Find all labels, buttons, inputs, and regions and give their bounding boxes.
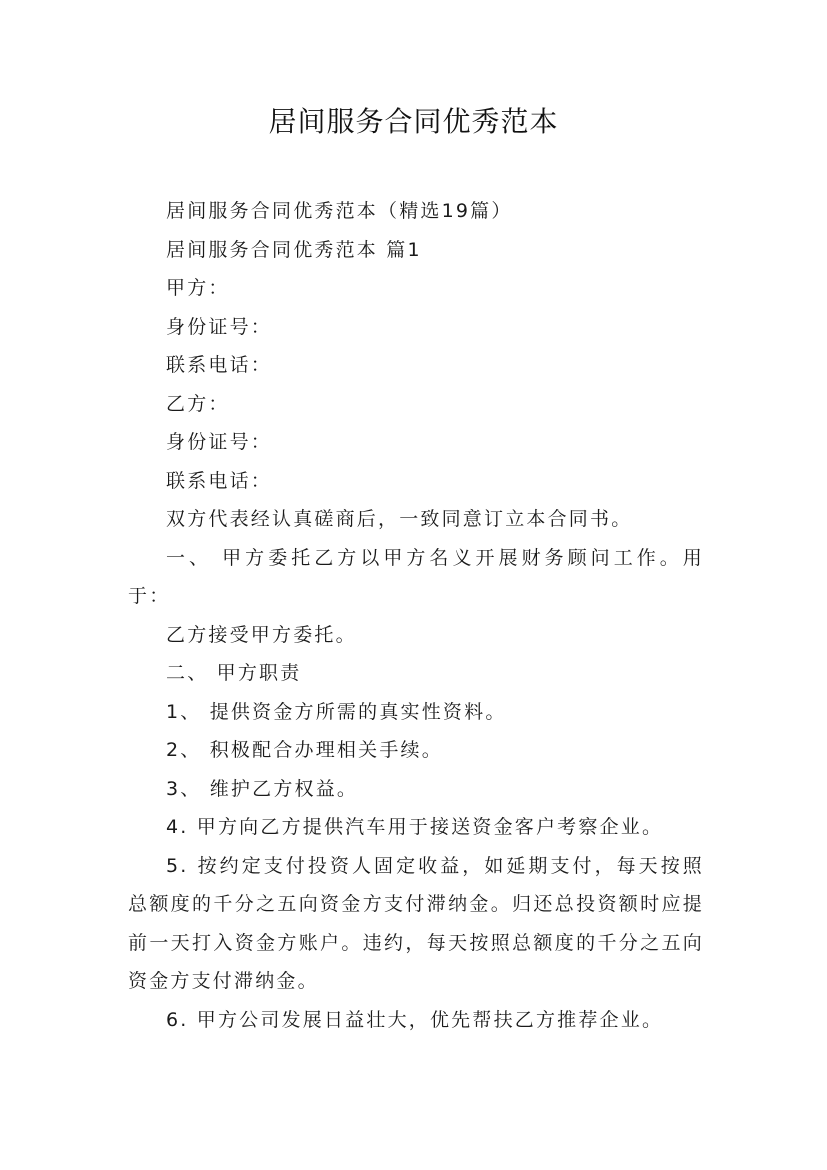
- party-a-phone-label: 联系电话：: [166, 354, 273, 376]
- clause-1-acceptance: 乙方接受甲方委托。: [166, 623, 357, 646]
- party-b-phone-label: 联系电话：: [166, 469, 273, 492]
- party-b-id-label: 身份证号：: [166, 431, 273, 453]
- clause-1: 一、 甲方委托乙方以甲方名义开展财务顾问工作。用于：: [128, 546, 704, 607]
- duty-item-2: 2、 积极配合办理相关手续。: [166, 739, 443, 761]
- document-title: 居间服务合同优秀范本: [268, 105, 559, 138]
- clause-2-heading: 二、 甲方职责: [166, 662, 302, 684]
- section-heading: 居间服务合同优秀范本 篇1: [166, 238, 422, 261]
- agreement-intro: 双方代表经认真磋商后，一致同意订立本合同书。: [166, 508, 633, 530]
- duty-item-3: 3、 维护乙方权益。: [166, 777, 359, 800]
- party-a-label: 甲方：: [166, 277, 230, 299]
- duty-item-5: 5. 按约定支付投资人固定收益，如延期支付，每天按照总额度的千分之五向资金方支付滞纳金。归还总投资额时应提前一天打入资金方账户。违约，每天按照总额度的千分之五向资金方支付滞纳金。: [128, 854, 704, 992]
- party-b-label: 乙方：: [166, 392, 230, 415]
- party-a-id-label: 身份证号：: [166, 315, 273, 338]
- duty-item-6: 6. 甲方公司发展日益壮大，优先帮扶乙方推荐企业。: [166, 1008, 664, 1031]
- document-body: [128, 192, 704, 1039]
- subtitle-paragraph: 居间服务合同优秀范本（精选19篇）: [166, 200, 513, 222]
- duty-item-4: 4. 甲方向乙方提供汽车用于接送资金客户考察企业。: [166, 816, 664, 838]
- duty-item-1: 1、 提供资金方所需的真实性资料。: [166, 700, 507, 723]
